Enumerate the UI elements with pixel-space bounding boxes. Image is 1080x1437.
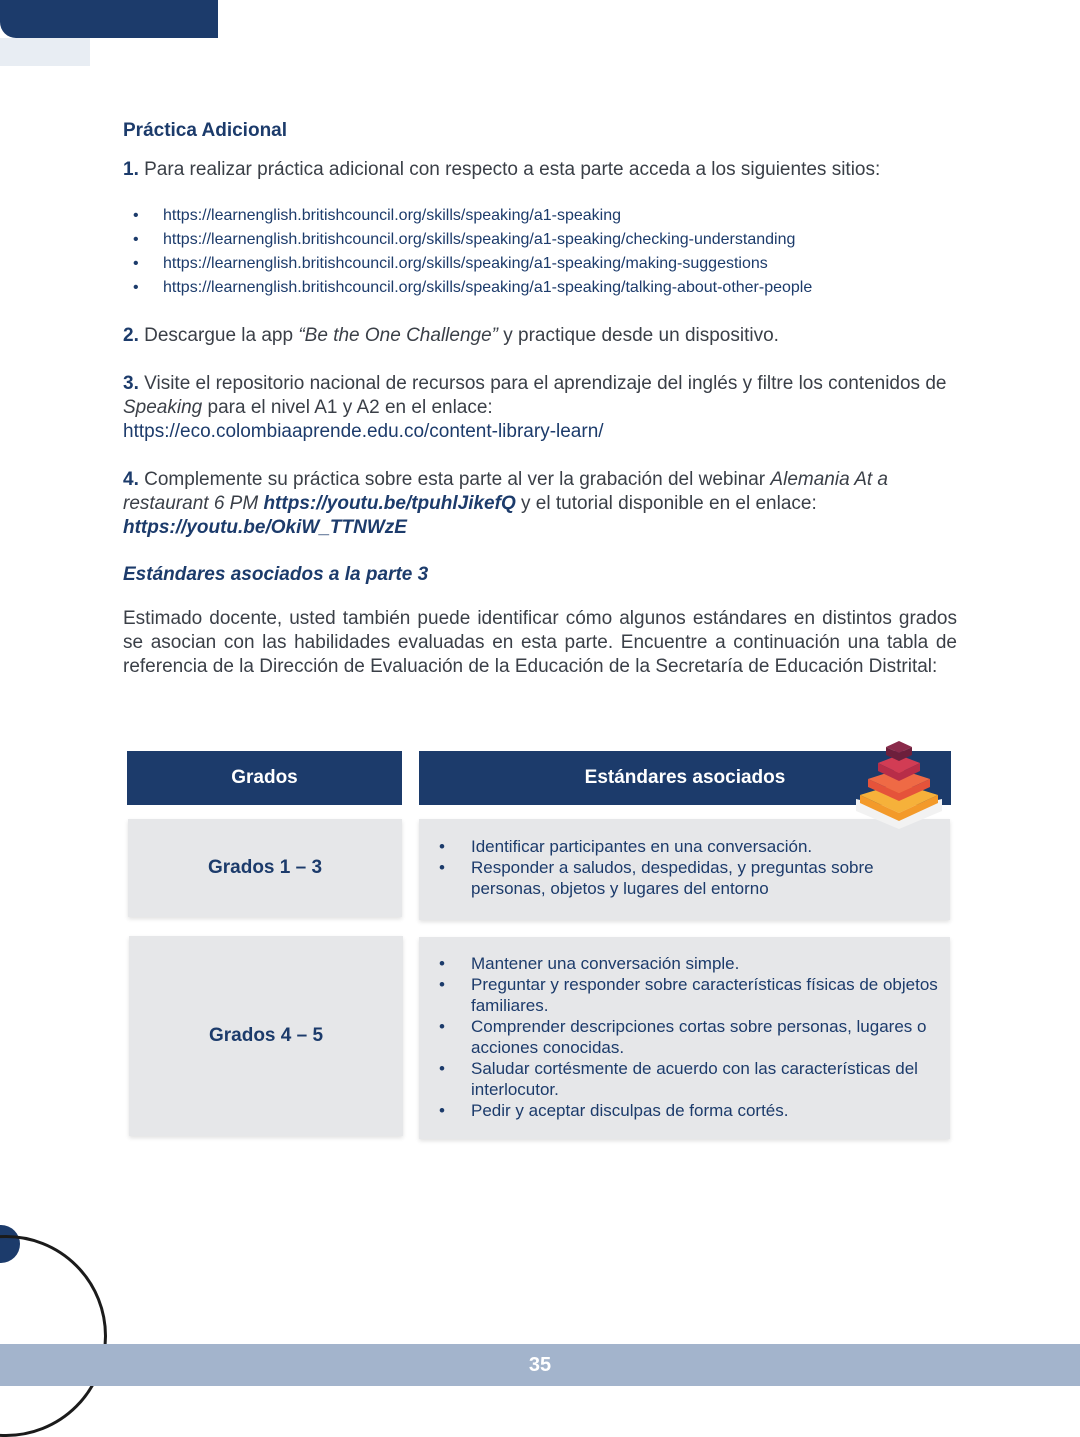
practica-title: Práctica Adicional bbox=[123, 120, 288, 141]
webinar-title: Alemania At a restaurant 6 PM bbox=[123, 469, 889, 514]
row-2-grado: Grados 4 – 5 bbox=[129, 936, 403, 1136]
standard-item: • Preguntar y responder sobre características físicas de objetos familiares. bbox=[419, 974, 950, 1016]
practica-item-3 bbox=[123, 372, 957, 444]
item-number: 4. bbox=[123, 469, 139, 490]
item-text: Complemente su práctica sobre esta parte al ver la grabación del webinar bbox=[138, 469, 771, 490]
page-number: 35 bbox=[528, 1353, 552, 1376]
item-text: Visite el repositorio nacional de recursos para el aprendizaje del inglés y filtre los contenidos de bbox=[138, 373, 947, 394]
standard-item: • Responder a saludos, despedidas, y preguntas sobre personas, objetos y lugares del entorno bbox=[419, 857, 950, 899]
header-decoration-bar bbox=[0, 0, 218, 38]
practica-item-2 bbox=[123, 324, 957, 348]
footer-circle-decoration bbox=[0, 1235, 107, 1437]
standard-item: • Mantener una conversación simple. bbox=[419, 953, 950, 974]
page-footer bbox=[0, 1344, 1080, 1386]
webinar-link[interactable]: https://youtu.be/tpuhlJikefQ bbox=[263, 493, 516, 514]
item-text: Descargue la app bbox=[138, 325, 299, 346]
link-item[interactable]: • https://learnenglish.britishcouncil.org/skills/speaking/a1-speaking/talking-about-other-people bbox=[123, 276, 957, 300]
standard-item: • Comprender descripciones cortas sobre personas, lugares o acciones conocidas. bbox=[419, 1016, 950, 1058]
practica-item-1 bbox=[123, 158, 957, 182]
item-text: Para realizar práctica adicional con respecto a esta parte acceda a los siguientes sitios: bbox=[138, 159, 881, 180]
tutorial-link[interactable]: https://youtu.be/OkiW_TTNWzE bbox=[123, 517, 407, 538]
pyramid-icon bbox=[854, 733, 944, 837]
item-text: y el tutorial disponible en el enlace: bbox=[515, 493, 817, 514]
link-item[interactable]: • https://learnenglish.britishcouncil.org/skills/speaking/a1-speaking bbox=[123, 204, 957, 228]
item-number: 1. bbox=[123, 159, 139, 180]
app-name: “Be the One Challenge” bbox=[298, 325, 498, 346]
row-1-grado: Grados 1 – 3 bbox=[128, 819, 402, 917]
row-2-estandares bbox=[419, 937, 950, 1139]
item-number: 2. bbox=[123, 325, 139, 346]
header-decoration-shadow bbox=[0, 38, 90, 66]
practica-item-4 bbox=[123, 468, 957, 540]
standard-item: • Saludar cortésmente de acuerdo con las características del interlocutor. bbox=[419, 1058, 950, 1100]
main-content bbox=[123, 120, 957, 679]
link-item[interactable]: • https://learnenglish.britishcouncil.org/skills/speaking/a1-speaking/making-suggestions bbox=[123, 252, 957, 276]
header-grados: Grados bbox=[127, 751, 402, 805]
standard-item: • Pedir y aceptar disculpas de forma cortés. bbox=[419, 1100, 950, 1121]
estandares-title: Estándares asociados a la parte 3 bbox=[123, 564, 429, 585]
item-number: 3. bbox=[123, 373, 139, 394]
link-item[interactable]: • https://learnenglish.britishcouncil.org/skills/speaking/a1-speaking/checking-understanding bbox=[123, 228, 957, 252]
standard-item: • Identificar participantes en una conversación. bbox=[419, 836, 950, 857]
item-text: para el nivel A1 y A2 en el enlace: bbox=[202, 397, 493, 418]
estandares-intro: Estimado docente, usted también puede identificar cómo algunos estándares en distintos grados se asocian con las habilidades evaluadas en esta parte. Encuentre a continuación una tabla de referencia de la Dirección de Evaluación de la Educación de la Secretaría de Educación Distrital: bbox=[123, 608, 957, 677]
header-estandares: Estándares asociados bbox=[419, 751, 951, 805]
colombia-aprende-link[interactable]: https://eco.colombiaaprende.edu.co/content-library-learn/ bbox=[123, 421, 604, 442]
british-council-links bbox=[123, 204, 957, 300]
speaking-term: Speaking bbox=[123, 397, 203, 418]
item-text: y practique desde un dispositivo. bbox=[497, 325, 779, 346]
